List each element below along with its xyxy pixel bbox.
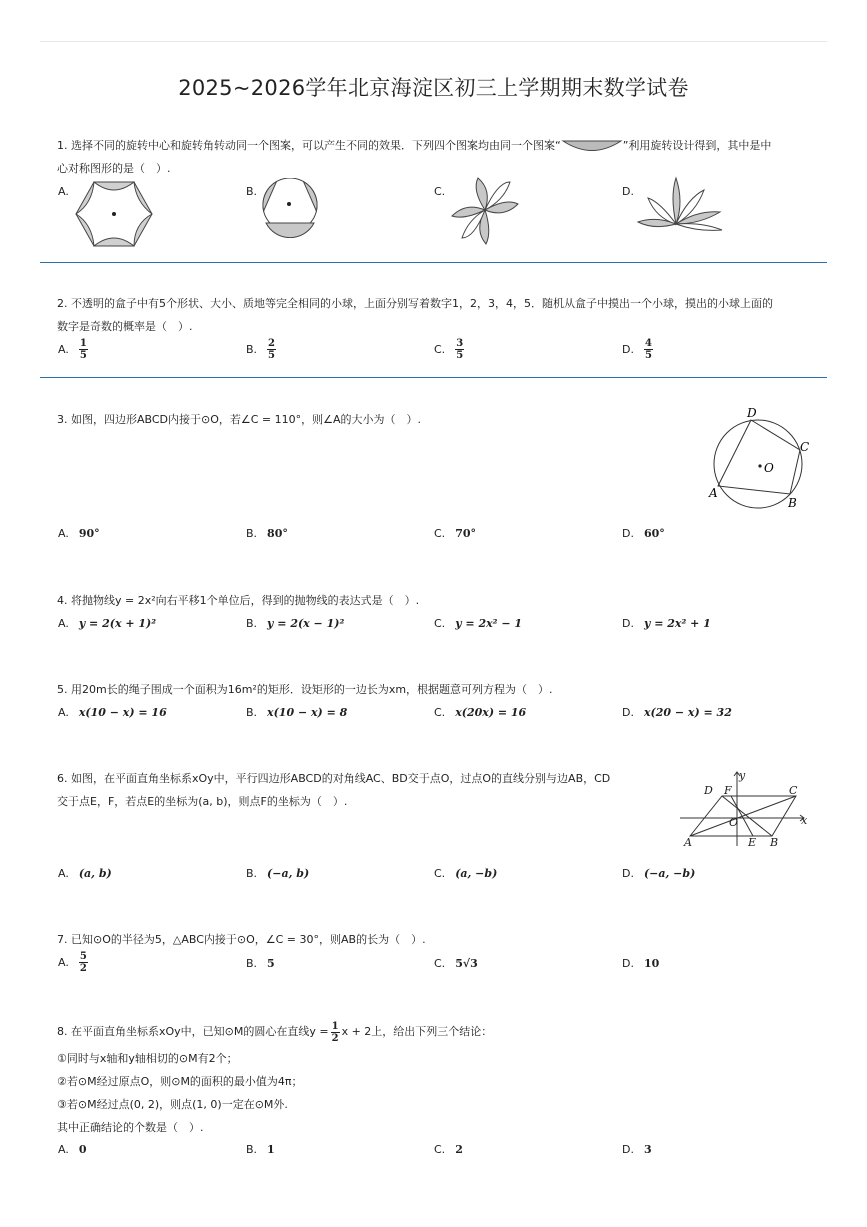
q8-conclusion-3: ③若⊙M经过点(0, 2)，则点(1, 0)一定在⊙M外. — [57, 1098, 288, 1111]
q6-option-a[interactable]: A. (a, b) — [58, 867, 112, 880]
question-4-stem: 4. 将抛物线y = 2x²向右平移1个单位后，得到的抛物线的表达式是（ ）. — [57, 594, 420, 607]
q6-figure-parallelogram-axes — [680, 768, 810, 848]
q1-option-c-label[interactable]: C. — [434, 185, 446, 198]
question-8-stem — [57, 1020, 817, 1044]
top-rule — [40, 41, 827, 42]
q6-option-b[interactable]: B. (−a, b) — [246, 867, 310, 880]
question-3-stem: 3. 如图，四边形ABCD内接于⊙O，若∠C = 110°，则∠A的大小为（ ）. — [57, 413, 422, 426]
q3-option-b[interactable]: B. 80° — [246, 527, 288, 540]
q2-option-d[interactable] — [622, 338, 653, 361]
section-divider — [40, 377, 827, 378]
page-title: 2025~2026学年北京海淀区初三上学期期末数学试卷 — [178, 76, 689, 100]
q6-line-2: 交于点E，F，若点E的坐标为(a, b)，则点F的坐标为（ ）. — [57, 795, 348, 808]
q3-option-a[interactable]: A. 90° — [58, 527, 100, 540]
q1-figure-c-pinwheel — [448, 176, 524, 246]
q4-option-c[interactable]: C. y = 2x² − 1 — [434, 617, 523, 630]
question-7-stem: 7. 已知⊙O的半径为5，△ABC内接于⊙O，∠C = 30°，则AB的长为（ ）. — [57, 933, 426, 946]
q8-text-a: 8. 在平面直角坐标系xOy中，已知⊙M的圆心在直线y = — [57, 1025, 329, 1038]
q5-option-b[interactable]: B. x(10 − x) = 8 — [246, 706, 348, 719]
q1-figure-b-circle — [260, 178, 320, 238]
axis-label-x: x — [801, 814, 808, 827]
fraction: $\frac{3}{5}$ — [456, 338, 464, 361]
q8-conclusion-2: ②若⊙M经过原点O，则⊙M的面积的最小值为4π； — [57, 1075, 303, 1088]
q1-figure-a-hexagon — [74, 178, 154, 250]
fraction: $\frac{2}{5}$ — [268, 338, 276, 361]
q4-option-a[interactable]: A. y = 2(x + 1)² — [58, 617, 157, 630]
q1-text-c: 心对称图形的是（ ）. — [57, 162, 171, 175]
q7-option-b[interactable]: B. 5 — [246, 957, 275, 970]
q4-option-b[interactable]: B. y = 2(x − 1)² — [246, 617, 345, 630]
option-label: A. — [58, 342, 69, 356]
petal-pattern-icon — [561, 138, 623, 154]
label-e: E — [748, 836, 757, 848]
label-d: D — [747, 406, 757, 420]
label-o: O — [729, 816, 739, 829]
q4-option-d[interactable]: D. y = 2x² + 1 — [622, 617, 711, 630]
axis-label-y: y — [739, 769, 746, 782]
label-d: D — [704, 784, 713, 797]
label-a: A — [709, 486, 718, 500]
q3-option-c[interactable]: C. 70° — [434, 527, 476, 540]
question-1-stem — [57, 134, 817, 180]
label-b: B — [788, 496, 797, 510]
q6-line-1: 6. 如图，在平面直角坐标系xOy中，平行四边形ABCD的对角线AC、BD交于点O，过点O的直线分别与边AB，CD — [57, 772, 611, 785]
fraction: $\frac{4}{5}$ — [644, 338, 652, 361]
q8-conclusion-1: ①同时与x轴和y轴相切的⊙M有2个； — [57, 1052, 238, 1065]
label-c: C — [800, 440, 810, 454]
section-divider — [40, 262, 827, 263]
label-o: O — [764, 461, 774, 475]
q1-option-d-label[interactable]: D. — [622, 185, 634, 198]
q8-option-c[interactable]: C. 2 — [434, 1143, 463, 1156]
q8-ask: 其中正确结论的个数是（ ）. — [57, 1121, 204, 1134]
q3-figure-inscribed-quadrilateral — [704, 404, 816, 514]
option-label: D. — [622, 342, 634, 356]
q5-option-d[interactable]: D. x(20 − x) = 32 — [622, 706, 732, 719]
q2-option-c[interactable] — [434, 338, 464, 361]
q5-option-c[interactable]: C. x(20x) = 16 — [434, 706, 527, 719]
label-b: B — [770, 836, 779, 848]
q2-line-1: 2. 不透明的盒子中有5个形状、大小、质地等完全相同的小球，上面分别写着数字1，2，3，4，5．随机从盒子中摸出一个小球，摸出的小球上面的 — [57, 297, 773, 310]
q2-line-2: 数字是奇数的概率是（ ）. — [57, 320, 193, 333]
q1-text-b: ”利用旋转设计得到，其中是中 — [622, 139, 772, 152]
option-label: B. — [246, 342, 258, 356]
q8-text-b: x + 2上，给出下列三个结论： — [341, 1025, 493, 1038]
q7-option-c[interactable]: C. 5√3 — [434, 957, 478, 970]
q6-option-c[interactable]: C. (a, −b) — [434, 867, 498, 880]
q7-option-d[interactable]: D. 10 — [622, 957, 660, 970]
q5-option-a[interactable]: A. x(10 − x) = 16 — [58, 706, 167, 719]
label-c: C — [789, 784, 798, 797]
option-label: C. — [434, 342, 446, 356]
label-a: A — [684, 836, 692, 848]
question-6-stem — [57, 767, 667, 813]
question-2-stem — [57, 292, 817, 338]
fraction: $\frac{1}{2}$ — [331, 1020, 339, 1044]
q1-text-a: 1. 选择不同的旋转中心和旋转角转动同一个图案，可以产生不同的效果．下列四个图案均由同一个图案“ — [57, 139, 561, 152]
q8-option-b[interactable]: B. 1 — [246, 1143, 275, 1156]
label-f: F — [724, 784, 732, 797]
question-5-stem: 5. 用20m长的绳子围成一个面积为16m²的矩形．设矩形的一边长为xm，根据题意可列方程为（ ）. — [57, 683, 553, 696]
q6-option-d[interactable]: D. (−a, −b) — [622, 867, 696, 880]
q8-option-d[interactable]: D. 3 — [622, 1143, 652, 1156]
q1-figure-d-fan — [636, 176, 726, 234]
fraction: $\frac{1}{5}$ — [79, 338, 87, 361]
q2-option-b[interactable] — [246, 338, 276, 361]
q2-option-a[interactable] — [58, 338, 88, 361]
q1-option-b-label[interactable]: B. — [246, 185, 258, 198]
q3-option-d[interactable]: D. 60° — [622, 527, 665, 540]
q8-option-a[interactable]: A. 0 — [58, 1143, 87, 1156]
fraction: $\frac{5}{2}$ — [79, 951, 87, 974]
q7-option-a[interactable]: A. $\frac{5}{2}$ — [58, 951, 87, 974]
q1-option-a-label[interactable]: A. — [58, 185, 69, 198]
